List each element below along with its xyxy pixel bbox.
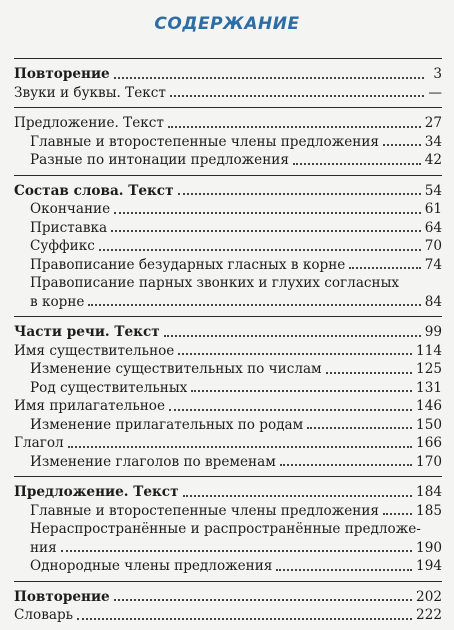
toc-entry-title-cont: ния: [30, 539, 57, 556]
dot-leader: [170, 95, 424, 97]
dot-leader: [169, 409, 412, 411]
toc-entry-page: 222: [416, 607, 442, 623]
toc-entry[interactable]: [14, 416, 442, 435]
toc-entry-title: Имя существительное: [14, 342, 175, 359]
toc-entry-page: 114: [416, 342, 442, 359]
toc-entry[interactable]: [14, 453, 442, 472]
toc-entry-page: 64: [424, 219, 442, 236]
dot-leader: [349, 267, 420, 269]
toc-entry-title: Изменение прилагательных по родам: [30, 416, 304, 433]
toc-entry-page: 34: [424, 133, 442, 150]
dot-leader: [183, 495, 413, 497]
dot-leader: [114, 77, 424, 79]
toc-entry-page: 99: [424, 324, 442, 340]
toc-entry-title: Имя прилагательное: [14, 398, 166, 414]
toc-entry-title: Нераспространённые и распространённые предложе-: [30, 521, 421, 537]
toc-entry-page: —: [428, 84, 442, 101]
toc-entry-title: Главные и второстепенные члены предложения: [30, 502, 379, 519]
toc-entry-title: Части речи. Текст: [14, 324, 160, 340]
toc-entry[interactable]: [14, 274, 442, 293]
toc-entry-page: 42: [424, 152, 442, 168]
dot-leader: [77, 618, 412, 620]
dot-leader: [111, 230, 421, 232]
toc-entry-page: 131: [416, 379, 442, 396]
toc-entry-title: Изменение глаголов по временам: [30, 453, 276, 470]
toc-entry[interactable]: [14, 182, 442, 201]
toc-entry-title: Разные по интонации предложения: [30, 152, 289, 168]
dot-leader: [326, 372, 412, 374]
toc-entry-title-cont: в корне: [30, 293, 85, 310]
dot-leader: [99, 249, 421, 251]
toc-entry[interactable]: [14, 520, 442, 539]
toc-entry-page: 150: [416, 416, 442, 433]
toc-entry-title: Изменение существительных по числам: [30, 361, 322, 377]
toc-entry-page: 184: [416, 484, 442, 500]
toc-entry[interactable]: [14, 397, 442, 416]
toc-entry-title: Суффикс: [30, 238, 95, 254]
toc-entry-page: 84: [424, 293, 442, 310]
toc-entry[interactable]: [14, 379, 442, 398]
toc-entry[interactable]: [14, 200, 442, 219]
dot-leader: [168, 126, 421, 128]
toc-entry[interactable]: [14, 237, 442, 256]
dot-leader: [280, 464, 412, 466]
dot-leader: [178, 193, 421, 195]
toc-entry-title: Род существительных: [30, 379, 188, 396]
toc-entry-title: Словарь: [14, 607, 74, 623]
toc-entry-title: Правописание безударных гласных в корне: [30, 256, 346, 273]
dot-leader: [164, 335, 421, 337]
toc-entry-continuation[interactable]: [14, 539, 442, 558]
toc-entry-title: Глагол: [14, 435, 64, 451]
toc-entry-title: Главные и второстепенные члены предложения: [30, 133, 379, 150]
toc-entry[interactable]: [14, 502, 442, 521]
toc-entry-title: Окончание: [30, 201, 111, 217]
toc-entry-page: 146: [416, 398, 442, 414]
toc-entry[interactable]: [14, 133, 442, 152]
toc-entry-title: Однородные члены предложения: [30, 558, 273, 574]
toc-entry[interactable]: [14, 323, 442, 342]
dot-leader: [68, 446, 412, 448]
toc-entry[interactable]: [14, 360, 442, 379]
toc-entry-title: Состав слова. Текст: [14, 182, 174, 199]
toc-entry[interactable]: [14, 606, 442, 625]
toc-entry[interactable]: [14, 342, 442, 361]
dot-leader: [383, 513, 412, 515]
toc-entry-continuation[interactable]: [14, 293, 442, 312]
dot-leader: [191, 390, 412, 392]
toc-entry[interactable]: [14, 219, 442, 238]
dot-leader: [276, 569, 412, 571]
toc-entry-title: Предложение. Текст: [14, 115, 164, 131]
dot-leader: [114, 212, 421, 214]
toc-entry[interactable]: [14, 65, 442, 84]
table-of-contents: [14, 58, 442, 630]
toc-entry-title: Приставка: [30, 219, 108, 236]
toc-entry[interactable]: [14, 588, 442, 607]
toc-entry-title: Звуки и буквы. Текст: [14, 84, 166, 101]
toc-entry-page: 54: [424, 182, 442, 199]
dot-leader: [61, 550, 412, 552]
toc-entry-title: Предложение. Текст: [14, 484, 179, 500]
page-title: СОДЕРЖАНИЕ: [154, 14, 300, 34]
toc-entry[interactable]: [14, 483, 442, 502]
toc-entry-page: 166: [416, 435, 442, 451]
toc-entry-page: 170: [416, 453, 442, 470]
toc-entry[interactable]: [14, 84, 442, 103]
dot-leader: [88, 304, 420, 306]
toc-entry-title: Повторение: [14, 66, 110, 82]
toc-entry-page: 74: [424, 256, 442, 273]
toc-entry-page: 194: [416, 558, 442, 574]
dot-leader: [307, 427, 412, 429]
toc-entry-page: 190: [416, 539, 442, 556]
dot-leader: [383, 144, 421, 146]
toc-entry-title: Правописание парных звонких и глухих согласных: [30, 275, 400, 291]
dot-leader: [178, 353, 412, 355]
toc-entry[interactable]: [14, 256, 442, 275]
toc-entry-page: 125: [416, 361, 442, 377]
toc-entry[interactable]: [14, 557, 442, 576]
dot-leader: [293, 163, 421, 165]
toc-entry-page: 202: [416, 588, 442, 605]
toc-entry-title: Повторение: [14, 588, 110, 605]
dot-leader: [114, 599, 412, 601]
toc-entry[interactable]: [14, 151, 442, 170]
toc-entry-page: 27: [424, 115, 442, 131]
toc-entry[interactable]: [14, 114, 442, 133]
toc-entry-page: 70: [424, 238, 442, 254]
toc-entry-page: 185: [416, 502, 442, 519]
toc-entry-page: 61: [424, 201, 442, 217]
toc-entry-page: 3: [433, 66, 442, 82]
toc-entry[interactable]: [14, 434, 442, 453]
